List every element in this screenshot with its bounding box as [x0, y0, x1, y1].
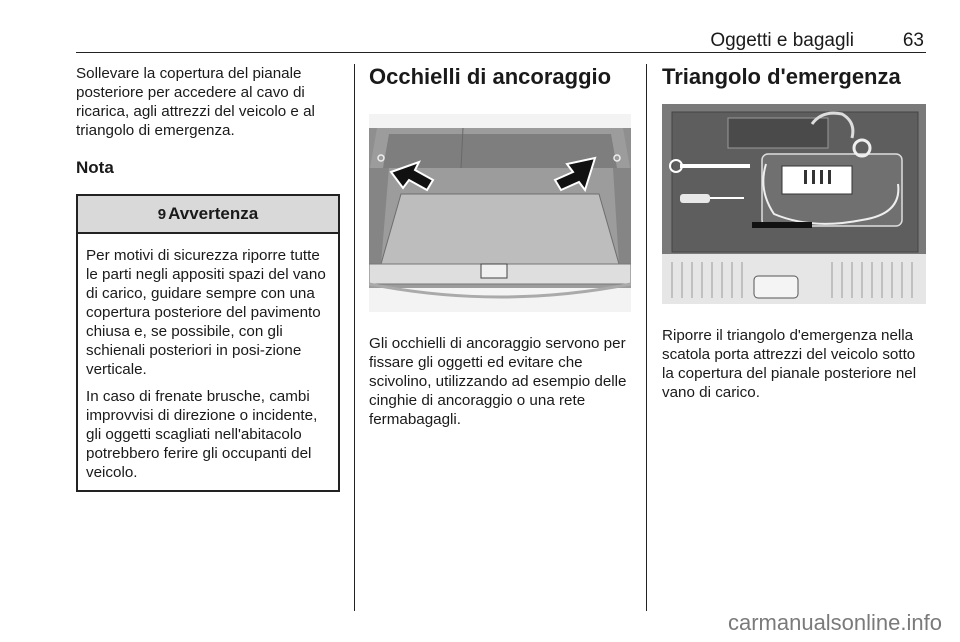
warning-title: Avvertenza: [168, 204, 259, 223]
triangle-heading: Triangolo d'emergenza: [662, 64, 901, 89]
intro-paragraph: Sollevare la copertura del pianale posteriore per accedere al cavo di ricarica, agli attrezzi del veicolo e al triangolo di emergenza.: [76, 65, 315, 139]
column-3: [662, 64, 926, 402]
anchor-paragraph: Gli occhielli di ancoraggio servono per fissare gli oggetti ed evitare che scivolino, utilizzando ad esempio delle cinghie di ancoraggio o una rete fermabagagli.: [369, 335, 627, 428]
column-divider: [354, 64, 355, 611]
note-label: Nota: [76, 158, 114, 177]
warning-box: [76, 194, 340, 492]
column-divider: [646, 64, 647, 611]
watermark: carmanualsonline.info: [727, 610, 942, 635]
warning-paragraph-1: Per motivi di sicurezza riporre tutte le parti negli appositi spazi del vano di carico, guidare sempre con una copertura posteriore del pavimento chiusa e, se possibile, con gli schienali posteriori in posi-zione verticale.: [86, 247, 326, 378]
section-title: Oggetti e bagagli: [710, 30, 854, 51]
page-header: [76, 30, 926, 53]
warning-header: [78, 196, 338, 234]
tool-box-illustration: [662, 104, 926, 304]
page-number: 63: [902, 30, 924, 51]
warning-paragraph-2: In caso di frenate brusche, cambi improvvisi di direzione o incidente, gli oggetti scagliati nell'abitacolo potrebbero ferire gli occupanti del veicolo.: [86, 388, 318, 481]
warning-body: [78, 234, 338, 490]
warning-icon: 9: [157, 205, 167, 223]
anchor-heading: Occhielli di ancoraggio: [369, 64, 612, 89]
column-1: [76, 64, 340, 492]
triangle-paragraph: Riporre il triangolo d'emergenza nella scatola porta attrezzi del veicolo sotto la copertura del pianale posteriore nel vano di carico.: [662, 327, 917, 401]
column-2: [369, 64, 631, 429]
cargo-area-illustration: [369, 114, 631, 312]
